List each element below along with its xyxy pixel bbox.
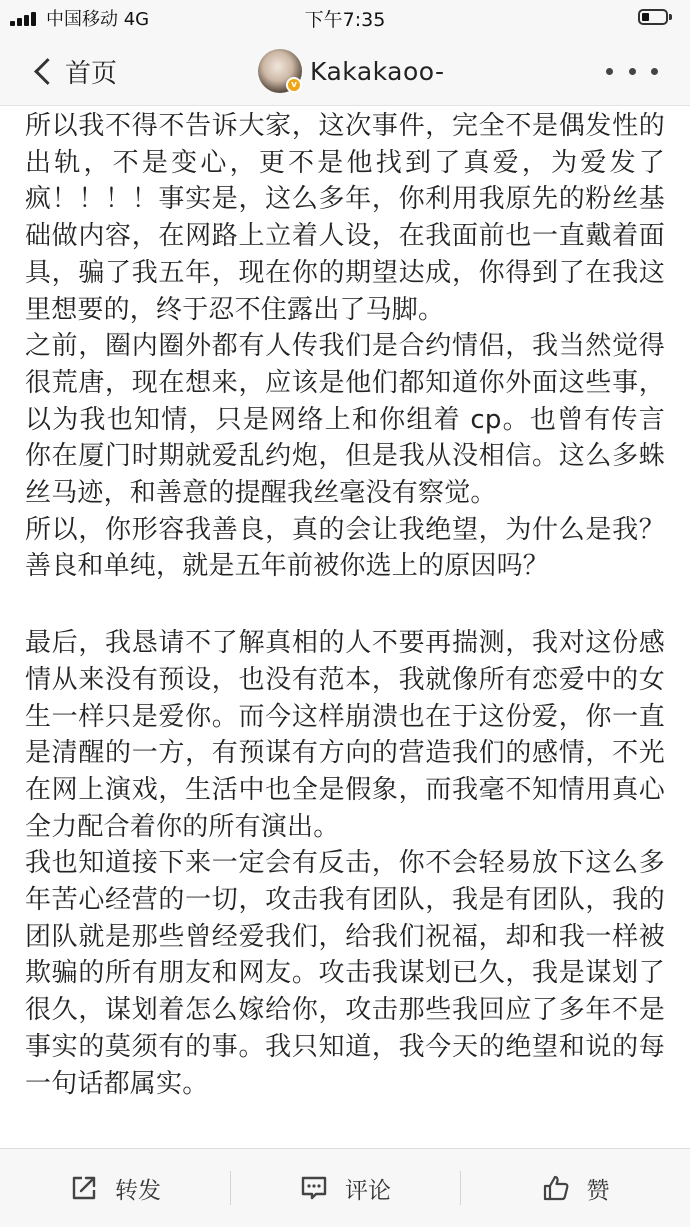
paragraph-spacer [25, 585, 665, 625]
more-dots-icon [606, 68, 613, 75]
more-dots-icon [651, 68, 658, 75]
verified-badge-icon: v [286, 77, 302, 93]
more-button[interactable] [606, 56, 658, 86]
comment-button[interactable] [230, 1149, 460, 1227]
post-paragraph: 最后，我恳请不了解真相的人不要再揣测，我对这份感情从来没有预设，也没有范本，我就像所有恋爱中的女生一样只是爱你。而今这样崩溃也在于这份爱，你一直是清醒的一方，有预谋有方向的营造我们的感情，不光在网上演戏，生活中也全是假象，而我毫不知情用真心全力配合着你的所有演出。 [25, 628, 665, 842]
battery-icon [638, 9, 674, 27]
back-label: 首页 [65, 58, 118, 89]
share-icon [69, 1173, 99, 1203]
comment-icon [299, 1173, 329, 1203]
comment-label: 评论 [345, 1177, 391, 1204]
repost-button[interactable] [0, 1149, 230, 1227]
back-button[interactable] [30, 50, 117, 92]
post-paragraph: 我也知道接下来一定会有反击，你不会轻易放下这么多年苦心经营的一切，攻击我有团队，我是有团队，我的团队就是那些曾经爱我们，给我们祝福，却和我一样被欺骗的所有朋友和网友。攻击我谋划已久，我是谋划了很久，谋划着怎么嫁给你，攻击那些我回应了多年不是事实的莫须有的事。我只知道，我今天的绝望和说的每一句话都属实。 [25, 848, 665, 1099]
chevron-left-icon [34, 58, 61, 85]
status-time: 下午7:35 [304, 9, 386, 31]
post-paragraph: 所以我不得不告诉大家，这次事件，完全不是偶发性的出轨，不是变心，更不是他找到了真爱，为爱发了疯！！！！事实是，这么多年，你利用我原先的粉丝基础做内容，在网路上立着人设，在我面前也一直戴着面具，骗了我五年，现在你的期望达成，你得到了在我这里想要的，终于忍不住露出了马脚。 [25, 111, 665, 325]
like-label: 赞 [586, 1177, 610, 1204]
status-bar [0, 0, 690, 36]
avatar[interactable] [258, 49, 302, 93]
thumbs-up-icon [541, 1173, 571, 1203]
post-paragraph: 之前，圈内圈外都有人传我们是合约情侣，我当然觉得很荒唐，现在想来，应该是他们都知道你外面这些事，以为我也知情，只是网络上和你组着 cp。也曾有传言你在厦门时期就爱乱约炮，但是我从没相信。这么多蛛丝马迹，和善意的提醒我丝毫没有察觉。 [25, 331, 665, 509]
action-toolbar [0, 1148, 690, 1227]
like-button[interactable] [460, 1149, 690, 1227]
post-content [25, 108, 665, 1148]
post-paragraph: 所以，你形容我善良，真的会让我绝望，为什么是我？善良和单纯，就是五年前被你选上的原因吗？ [25, 514, 665, 582]
nav-bar [0, 36, 690, 106]
repost-label: 转发 [115, 1177, 161, 1204]
carrier-label: 中国移动 4G [46, 9, 150, 30]
more-dots-icon [629, 68, 636, 75]
author-profile[interactable] [258, 48, 445, 94]
author-name[interactable]: Kakakaoo- [310, 56, 445, 86]
